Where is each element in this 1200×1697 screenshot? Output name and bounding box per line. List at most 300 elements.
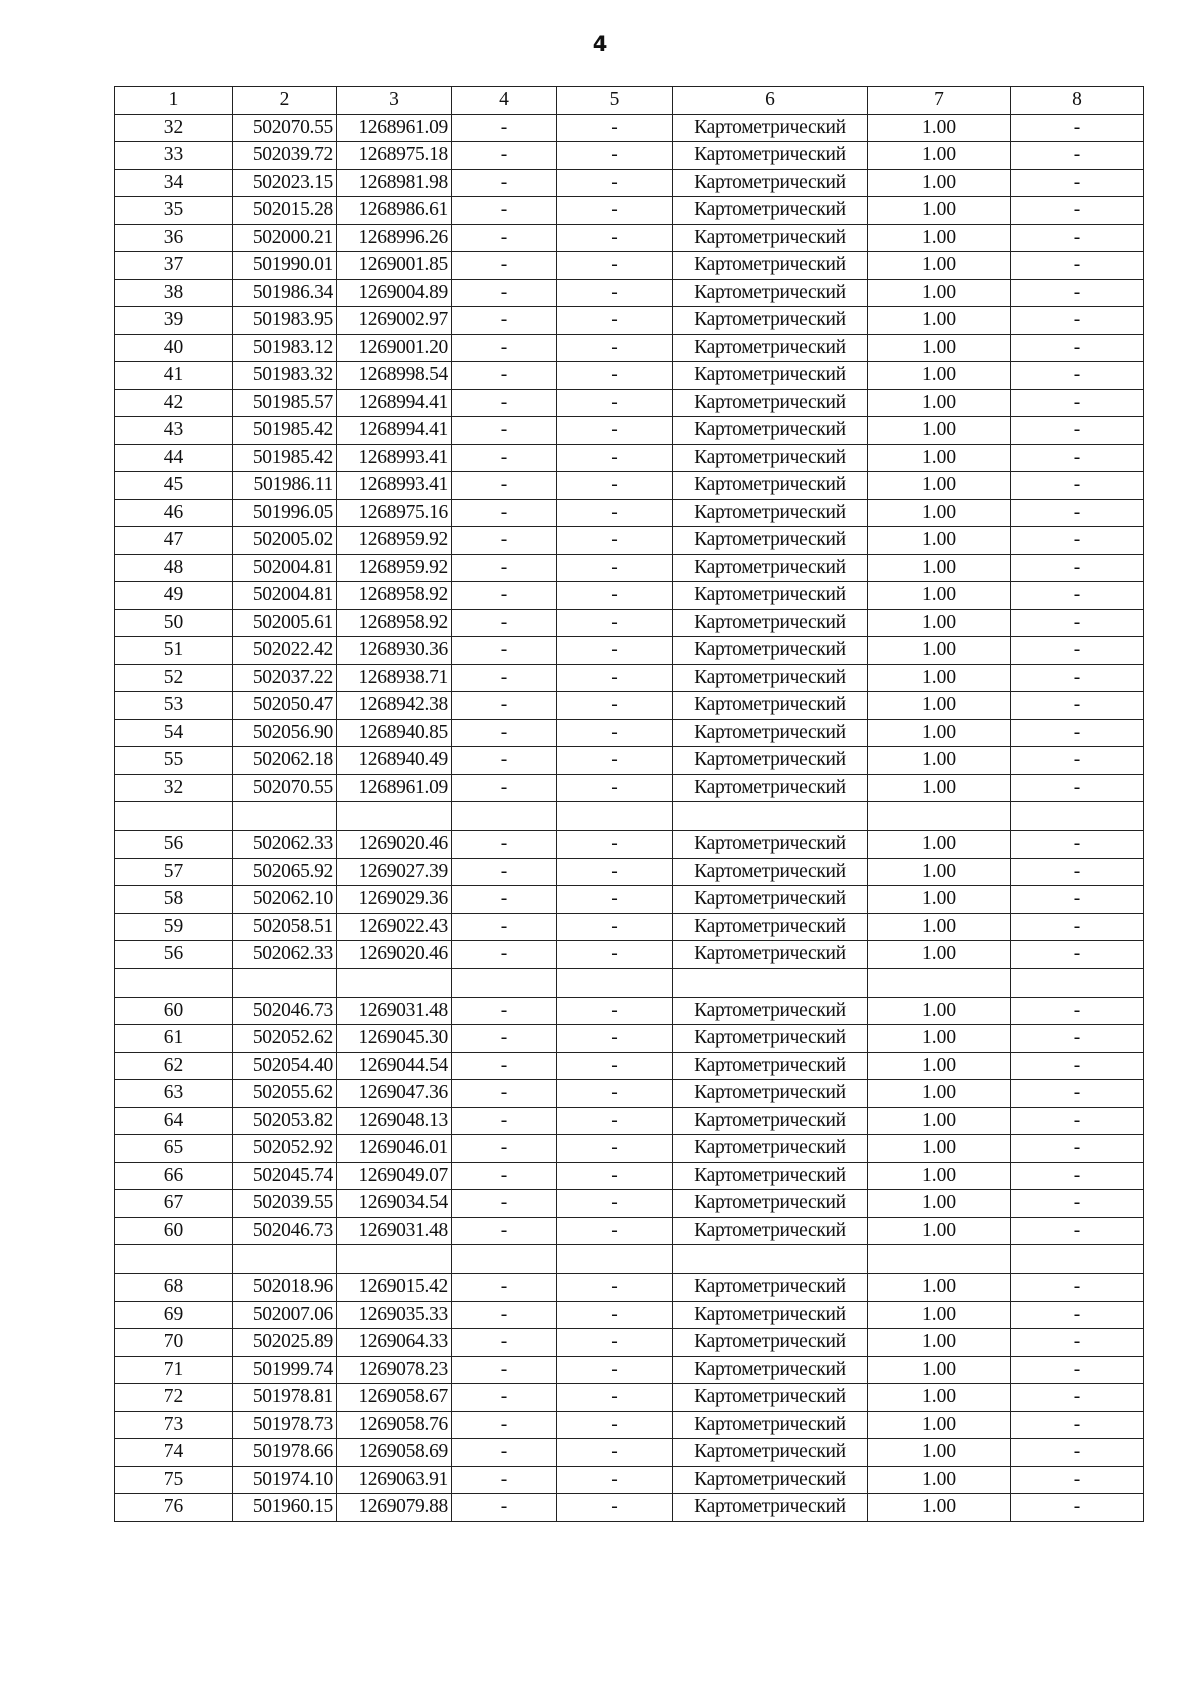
- method-cell: Картометрический: [673, 941, 868, 969]
- col4-value-cell: -: [452, 1274, 557, 1302]
- col8-value-cell: -: [1011, 1466, 1144, 1494]
- col5-value-cell: -: [557, 1301, 673, 1329]
- table-row: [115, 389, 1144, 417]
- col4-value-cell: -: [452, 886, 557, 914]
- y-coordinate-cell: 1268959.92: [337, 527, 452, 555]
- point-number-cell: 40: [115, 334, 233, 362]
- point-number-cell: 36: [115, 224, 233, 252]
- point-number-cell: 42: [115, 389, 233, 417]
- col8-value-cell: [1011, 802, 1144, 831]
- table-row: [115, 472, 1144, 500]
- method-cell: Картометрический: [673, 197, 868, 225]
- point-number-cell: 39: [115, 307, 233, 335]
- y-coordinate-cell: 1268940.85: [337, 719, 452, 747]
- method-cell: Картометрический: [673, 1301, 868, 1329]
- col5-value-cell: -: [557, 114, 673, 142]
- header-cell-7: 7: [868, 87, 1011, 115]
- table-row: [115, 1274, 1144, 1302]
- col5-value-cell: -: [557, 774, 673, 802]
- table-row: [115, 362, 1144, 390]
- y-coordinate-cell: [337, 1245, 452, 1274]
- y-coordinate-cell: 1269078.23: [337, 1356, 452, 1384]
- point-number-cell: 48: [115, 554, 233, 582]
- point-number-cell: 54: [115, 719, 233, 747]
- x-coordinate-cell: 502022.42: [233, 637, 337, 665]
- method-cell: Картометрический: [673, 637, 868, 665]
- accuracy-cell: 1.00: [868, 362, 1011, 390]
- col4-value-cell: -: [452, 1384, 557, 1412]
- col8-value-cell: -: [1011, 527, 1144, 555]
- accuracy-cell: 1.00: [868, 1217, 1011, 1245]
- col5-value-cell: -: [557, 1025, 673, 1053]
- accuracy-cell: 1.00: [868, 831, 1011, 859]
- y-coordinate-cell: 1269035.33: [337, 1301, 452, 1329]
- col4-value-cell: -: [452, 747, 557, 775]
- method-cell: Картометрический: [673, 1274, 868, 1302]
- table-row: [115, 831, 1144, 859]
- point-number-cell: 32: [115, 774, 233, 802]
- col4-value-cell: -: [452, 719, 557, 747]
- col4-value-cell: -: [452, 252, 557, 280]
- y-coordinate-cell: 1269047.36: [337, 1080, 452, 1108]
- method-cell: Картометрический: [673, 169, 868, 197]
- point-number-cell: 38: [115, 279, 233, 307]
- table-row: [115, 719, 1144, 747]
- accuracy-cell: 1.00: [868, 334, 1011, 362]
- y-coordinate-cell: 1268981.98: [337, 169, 452, 197]
- point-number-cell: 47: [115, 527, 233, 555]
- col5-value-cell: -: [557, 472, 673, 500]
- x-coordinate-cell: 502039.55: [233, 1190, 337, 1218]
- col4-value-cell: -: [452, 1301, 557, 1329]
- x-coordinate-cell: 501983.32: [233, 362, 337, 390]
- method-cell: [673, 802, 868, 831]
- point-number-cell: 51: [115, 637, 233, 665]
- x-coordinate-cell: 502070.55: [233, 114, 337, 142]
- point-number-cell: 58: [115, 886, 233, 914]
- accuracy-cell: 1.00: [868, 1384, 1011, 1412]
- col4-value-cell: -: [452, 1052, 557, 1080]
- accuracy-cell: 1.00: [868, 417, 1011, 445]
- y-coordinate-cell: [337, 802, 452, 831]
- col4-value-cell: -: [452, 499, 557, 527]
- method-cell: Картометрический: [673, 1466, 868, 1494]
- point-number-cell: 69: [115, 1301, 233, 1329]
- col5-value-cell: -: [557, 747, 673, 775]
- accuracy-cell: 1.00: [868, 279, 1011, 307]
- point-number-cell: 66: [115, 1162, 233, 1190]
- x-coordinate-cell: 501985.57: [233, 389, 337, 417]
- col4-value-cell: -: [452, 1107, 557, 1135]
- header-cell-6: 6: [673, 87, 868, 115]
- point-number-cell: 70: [115, 1329, 233, 1357]
- col5-value-cell: -: [557, 1107, 673, 1135]
- col5-value-cell: -: [557, 1466, 673, 1494]
- x-coordinate-cell: 501985.42: [233, 417, 337, 445]
- col8-value-cell: -: [1011, 858, 1144, 886]
- point-number-cell: 60: [115, 1217, 233, 1245]
- y-coordinate-cell: 1269027.39: [337, 858, 452, 886]
- accuracy-cell: 1.00: [868, 1080, 1011, 1108]
- x-coordinate-cell: 501990.01: [233, 252, 337, 280]
- method-cell: Картометрический: [673, 472, 868, 500]
- method-cell: Картометрический: [673, 1356, 868, 1384]
- col8-value-cell: -: [1011, 1135, 1144, 1163]
- accuracy-cell: 1.00: [868, 886, 1011, 914]
- point-number-cell: 43: [115, 417, 233, 445]
- x-coordinate-cell: 502065.92: [233, 858, 337, 886]
- table-row: [115, 224, 1144, 252]
- col5-value-cell: -: [557, 831, 673, 859]
- accuracy-cell: 1.00: [868, 719, 1011, 747]
- x-coordinate-cell: 502039.72: [233, 142, 337, 170]
- col8-value-cell: -: [1011, 1384, 1144, 1412]
- col4-value-cell: -: [452, 307, 557, 335]
- method-cell: Картометрический: [673, 362, 868, 390]
- accuracy-cell: 1.00: [868, 224, 1011, 252]
- col4-value-cell: -: [452, 169, 557, 197]
- accuracy-cell: 1.00: [868, 1301, 1011, 1329]
- x-coordinate-cell: 502050.47: [233, 692, 337, 720]
- table-row: [115, 197, 1144, 225]
- x-coordinate-cell: 502062.33: [233, 831, 337, 859]
- y-coordinate-cell: 1269002.97: [337, 307, 452, 335]
- col8-value-cell: -: [1011, 1162, 1144, 1190]
- point-number-cell: 68: [115, 1274, 233, 1302]
- col8-value-cell: -: [1011, 362, 1144, 390]
- col4-value-cell: -: [452, 444, 557, 472]
- col5-value-cell: -: [557, 1439, 673, 1467]
- accuracy-cell: 1.00: [868, 941, 1011, 969]
- col8-value-cell: -: [1011, 1274, 1144, 1302]
- y-coordinate-cell: 1269001.85: [337, 252, 452, 280]
- method-cell: Картометрический: [673, 858, 868, 886]
- header-cell-8: 8: [1011, 87, 1144, 115]
- table-body: [115, 114, 1144, 1521]
- col8-value-cell: -: [1011, 1107, 1144, 1135]
- col5-value-cell: -: [557, 1217, 673, 1245]
- y-coordinate-cell: 1269001.20: [337, 334, 452, 362]
- y-coordinate-cell: 1268994.41: [337, 389, 452, 417]
- accuracy-cell: 1.00: [868, 472, 1011, 500]
- method-cell: Картометрический: [673, 1162, 868, 1190]
- col8-value-cell: -: [1011, 1329, 1144, 1357]
- col5-value-cell: -: [557, 362, 673, 390]
- col4-value-cell: -: [452, 1162, 557, 1190]
- x-coordinate-cell: 502025.89: [233, 1329, 337, 1357]
- method-cell: Картометрический: [673, 692, 868, 720]
- col4-value-cell: [452, 1245, 557, 1274]
- point-number-cell: 65: [115, 1135, 233, 1163]
- point-number-cell: [115, 1245, 233, 1274]
- x-coordinate-cell: 502053.82: [233, 1107, 337, 1135]
- col5-value-cell: -: [557, 1052, 673, 1080]
- col5-value-cell: -: [557, 142, 673, 170]
- col4-value-cell: -: [452, 417, 557, 445]
- method-cell: Картометрический: [673, 1080, 868, 1108]
- accuracy-cell: 1.00: [868, 1052, 1011, 1080]
- x-coordinate-cell: 502062.10: [233, 886, 337, 914]
- accuracy-cell: 1.00: [868, 444, 1011, 472]
- y-coordinate-cell: 1268961.09: [337, 114, 452, 142]
- point-number-cell: 64: [115, 1107, 233, 1135]
- col8-value-cell: -: [1011, 719, 1144, 747]
- accuracy-cell: 1.00: [868, 1329, 1011, 1357]
- point-number-cell: 35: [115, 197, 233, 225]
- col8-value-cell: -: [1011, 664, 1144, 692]
- x-coordinate-cell: 501978.73: [233, 1411, 337, 1439]
- y-coordinate-cell: 1269079.88: [337, 1494, 452, 1522]
- col5-value-cell: -: [557, 499, 673, 527]
- y-coordinate-cell: 1268994.41: [337, 417, 452, 445]
- x-coordinate-cell: [233, 802, 337, 831]
- col4-value-cell: -: [452, 1190, 557, 1218]
- accuracy-cell: 1.00: [868, 389, 1011, 417]
- x-coordinate-cell: 502052.92: [233, 1135, 337, 1163]
- header-cell-4: 4: [452, 87, 557, 115]
- point-number-cell: 62: [115, 1052, 233, 1080]
- accuracy-cell: 1.00: [868, 692, 1011, 720]
- col4-value-cell: -: [452, 142, 557, 170]
- x-coordinate-cell: 502015.28: [233, 197, 337, 225]
- table-row: [115, 1135, 1144, 1163]
- method-cell: Картометрический: [673, 1052, 868, 1080]
- col5-value-cell: -: [557, 1190, 673, 1218]
- y-coordinate-cell: 1269058.67: [337, 1384, 452, 1412]
- accuracy-cell: 1.00: [868, 582, 1011, 610]
- table-row: [115, 1217, 1144, 1245]
- table-row: [115, 1356, 1144, 1384]
- col5-value-cell: -: [557, 692, 673, 720]
- x-coordinate-cell: 502007.06: [233, 1301, 337, 1329]
- y-coordinate-cell: 1269063.91: [337, 1466, 452, 1494]
- col8-value-cell: -: [1011, 1190, 1144, 1218]
- col4-value-cell: -: [452, 554, 557, 582]
- x-coordinate-cell: 502005.02: [233, 527, 337, 555]
- col4-value-cell: -: [452, 334, 557, 362]
- x-coordinate-cell: 502062.33: [233, 941, 337, 969]
- y-coordinate-cell: 1269048.13: [337, 1107, 452, 1135]
- table-row: [115, 637, 1144, 665]
- col8-value-cell: -: [1011, 1080, 1144, 1108]
- col4-value-cell: -: [452, 831, 557, 859]
- col4-value-cell: -: [452, 664, 557, 692]
- col4-value-cell: -: [452, 1217, 557, 1245]
- y-coordinate-cell: 1268975.16: [337, 499, 452, 527]
- y-coordinate-cell: 1269058.69: [337, 1439, 452, 1467]
- y-coordinate-cell: 1269044.54: [337, 1052, 452, 1080]
- point-number-cell: 49: [115, 582, 233, 610]
- table-row: [115, 1162, 1144, 1190]
- col4-value-cell: -: [452, 1135, 557, 1163]
- table-row: [115, 802, 1144, 831]
- col4-value-cell: -: [452, 1439, 557, 1467]
- col8-value-cell: -: [1011, 886, 1144, 914]
- table-row: [115, 417, 1144, 445]
- point-number-cell: 73: [115, 1411, 233, 1439]
- col5-value-cell: -: [557, 664, 673, 692]
- col5-value-cell: -: [557, 444, 673, 472]
- point-number-cell: 53: [115, 692, 233, 720]
- accuracy-cell: 1.00: [868, 1439, 1011, 1467]
- point-number-cell: [115, 968, 233, 997]
- col4-value-cell: -: [452, 1411, 557, 1439]
- method-cell: Картометрический: [673, 1439, 868, 1467]
- method-cell: Картометрический: [673, 444, 868, 472]
- x-coordinate-cell: 501985.42: [233, 444, 337, 472]
- accuracy-cell: 1.00: [868, 1107, 1011, 1135]
- table-row: [115, 499, 1144, 527]
- col4-value-cell: -: [452, 1466, 557, 1494]
- point-number-cell: 37: [115, 252, 233, 280]
- col4-value-cell: -: [452, 692, 557, 720]
- point-number-cell: 60: [115, 997, 233, 1025]
- col4-value-cell: -: [452, 389, 557, 417]
- col4-value-cell: -: [452, 224, 557, 252]
- x-coordinate-cell: 501974.10: [233, 1466, 337, 1494]
- col8-value-cell: -: [1011, 941, 1144, 969]
- col4-value-cell: -: [452, 997, 557, 1025]
- col8-value-cell: -: [1011, 252, 1144, 280]
- point-number-cell: 63: [115, 1080, 233, 1108]
- col8-value-cell: [1011, 968, 1144, 997]
- accuracy-cell: [868, 1245, 1011, 1274]
- accuracy-cell: 1.00: [868, 169, 1011, 197]
- header-cell-5: 5: [557, 87, 673, 115]
- table-row: [115, 279, 1144, 307]
- y-coordinate-cell: 1268975.18: [337, 142, 452, 170]
- table-row: [115, 1466, 1144, 1494]
- method-cell: Картометрический: [673, 747, 868, 775]
- table-row: [115, 941, 1144, 969]
- x-coordinate-cell: 501960.15: [233, 1494, 337, 1522]
- y-coordinate-cell: 1269022.43: [337, 913, 452, 941]
- table-row: [115, 968, 1144, 997]
- y-coordinate-cell: 1268958.92: [337, 609, 452, 637]
- table-row: [115, 1384, 1144, 1412]
- col5-value-cell: -: [557, 279, 673, 307]
- x-coordinate-cell: 501978.66: [233, 1439, 337, 1467]
- point-number-cell: 74: [115, 1439, 233, 1467]
- col5-value-cell: -: [557, 1411, 673, 1439]
- x-coordinate-cell: 502046.73: [233, 997, 337, 1025]
- method-cell: Картометрический: [673, 1494, 868, 1522]
- col4-value-cell: -: [452, 609, 557, 637]
- method-cell: Картометрический: [673, 609, 868, 637]
- table-row: [115, 334, 1144, 362]
- col4-value-cell: -: [452, 941, 557, 969]
- col8-value-cell: -: [1011, 169, 1144, 197]
- table-row: [115, 997, 1144, 1025]
- table-row: [115, 913, 1144, 941]
- accuracy-cell: 1.00: [868, 307, 1011, 335]
- col5-value-cell: -: [557, 527, 673, 555]
- point-number-cell: 61: [115, 1025, 233, 1053]
- col5-value-cell: -: [557, 582, 673, 610]
- x-coordinate-cell: 502018.96: [233, 1274, 337, 1302]
- x-coordinate-cell: 502005.61: [233, 609, 337, 637]
- accuracy-cell: [868, 802, 1011, 831]
- accuracy-cell: 1.00: [868, 142, 1011, 170]
- accuracy-cell: [868, 968, 1011, 997]
- x-coordinate-cell: 502058.51: [233, 913, 337, 941]
- col4-value-cell: -: [452, 913, 557, 941]
- method-cell: Картометрический: [673, 1384, 868, 1412]
- method-cell: Картометрический: [673, 1135, 868, 1163]
- col8-value-cell: -: [1011, 334, 1144, 362]
- point-number-cell: 50: [115, 609, 233, 637]
- method-cell: Картометрический: [673, 1217, 868, 1245]
- method-cell: Картометрический: [673, 389, 868, 417]
- col8-value-cell: -: [1011, 499, 1144, 527]
- col4-value-cell: [452, 802, 557, 831]
- method-cell: Картометрический: [673, 1107, 868, 1135]
- y-coordinate-cell: 1268961.09: [337, 774, 452, 802]
- method-cell: Картометрический: [673, 997, 868, 1025]
- col5-value-cell: -: [557, 637, 673, 665]
- point-number-cell: 76: [115, 1494, 233, 1522]
- col8-value-cell: -: [1011, 554, 1144, 582]
- accuracy-cell: 1.00: [868, 997, 1011, 1025]
- col4-value-cell: -: [452, 279, 557, 307]
- col4-value-cell: -: [452, 1329, 557, 1357]
- accuracy-cell: 1.00: [868, 1025, 1011, 1053]
- accuracy-cell: 1.00: [868, 637, 1011, 665]
- y-coordinate-cell: 1269031.48: [337, 1217, 452, 1245]
- accuracy-cell: 1.00: [868, 252, 1011, 280]
- col4-value-cell: -: [452, 774, 557, 802]
- col5-value-cell: -: [557, 389, 673, 417]
- col8-value-cell: -: [1011, 913, 1144, 941]
- y-coordinate-cell: 1268940.49: [337, 747, 452, 775]
- point-number-cell: 57: [115, 858, 233, 886]
- point-number-cell: 71: [115, 1356, 233, 1384]
- method-cell: Картометрический: [673, 831, 868, 859]
- method-cell: Картометрический: [673, 774, 868, 802]
- table-row: [115, 1080, 1144, 1108]
- col5-value-cell: -: [557, 1329, 673, 1357]
- accuracy-cell: 1.00: [868, 747, 1011, 775]
- point-number-cell: 75: [115, 1466, 233, 1494]
- accuracy-cell: 1.00: [868, 664, 1011, 692]
- col8-value-cell: -: [1011, 224, 1144, 252]
- col4-value-cell: -: [452, 1025, 557, 1053]
- y-coordinate-cell: 1269034.54: [337, 1190, 452, 1218]
- col5-value-cell: -: [557, 224, 673, 252]
- point-number-cell: 56: [115, 831, 233, 859]
- table-row: [115, 169, 1144, 197]
- accuracy-cell: 1.00: [868, 609, 1011, 637]
- col5-value-cell: -: [557, 417, 673, 445]
- y-coordinate-cell: 1268996.26: [337, 224, 452, 252]
- x-coordinate-cell: 502056.90: [233, 719, 337, 747]
- method-cell: Картометрический: [673, 913, 868, 941]
- col8-value-cell: -: [1011, 582, 1144, 610]
- point-number-cell: 72: [115, 1384, 233, 1412]
- method-cell: Картометрический: [673, 499, 868, 527]
- col8-value-cell: -: [1011, 1301, 1144, 1329]
- table-row: [115, 307, 1144, 335]
- col4-value-cell: -: [452, 114, 557, 142]
- method-cell: Картометрический: [673, 554, 868, 582]
- point-number-cell: 32: [115, 114, 233, 142]
- col5-value-cell: -: [557, 1384, 673, 1412]
- y-coordinate-cell: [337, 968, 452, 997]
- x-coordinate-cell: 502023.15: [233, 169, 337, 197]
- y-coordinate-cell: 1269020.46: [337, 831, 452, 859]
- accuracy-cell: 1.00: [868, 1411, 1011, 1439]
- col4-value-cell: -: [452, 472, 557, 500]
